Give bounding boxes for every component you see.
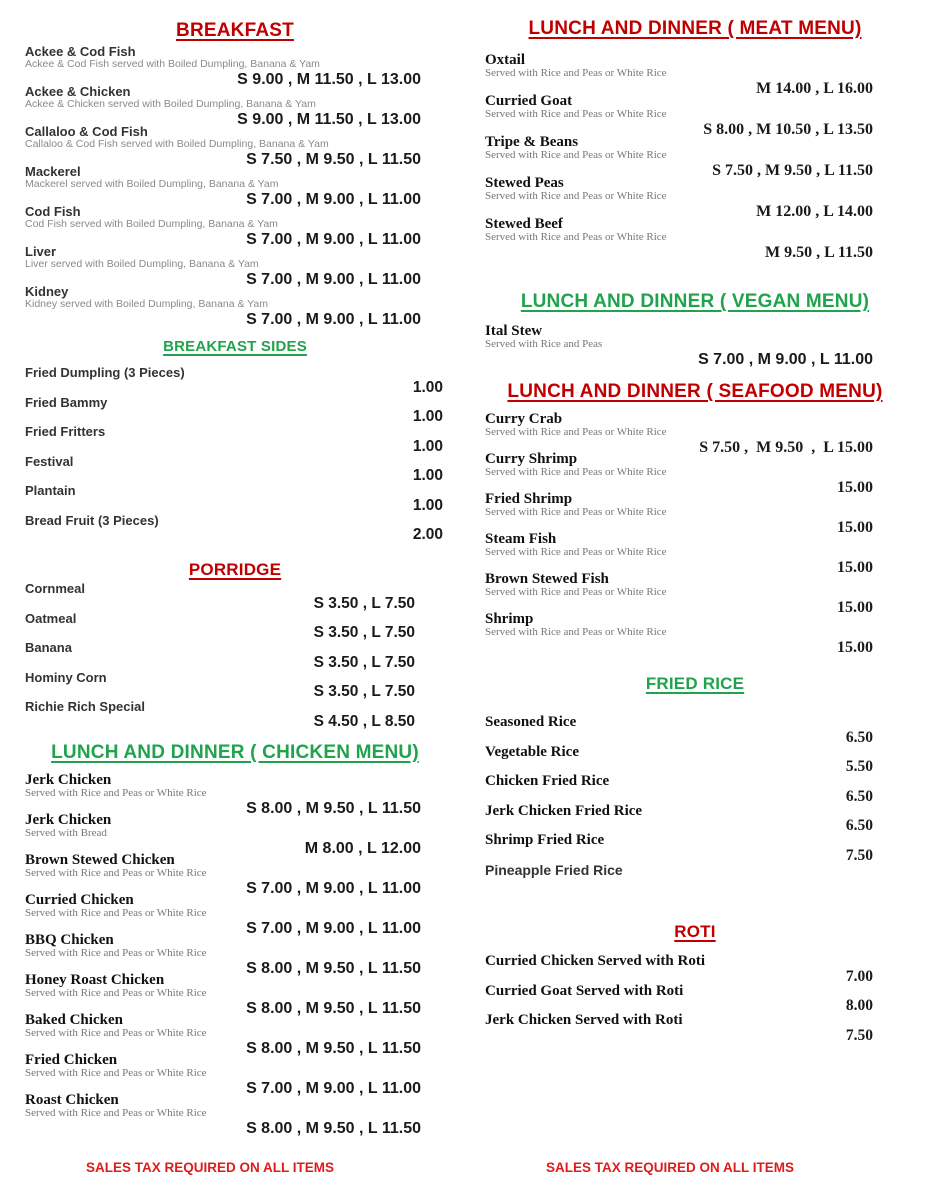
sales-tax-note-right: SALES TAX REQUIRED ON ALL ITEMS	[545, 1160, 795, 1175]
item-description: Served with Rice and Peas or White Rice	[485, 108, 667, 120]
item-price: S 3.50 , L 7.50	[313, 683, 415, 700]
section-breakfast	[25, 20, 445, 328]
menu-item	[25, 425, 445, 455]
menu-item	[25, 811, 445, 857]
item-price: M 12.00 , L 14.00	[756, 203, 873, 220]
item-name: Oatmeal	[25, 610, 77, 626]
section-heading-seafood: LUNCH AND DINNER ( SEAFOOD MENU)	[507, 381, 883, 402]
item-price: S 7.00 , M 9.00 , L 11.00	[246, 231, 421, 248]
section-roti	[485, 922, 905, 1043]
item-description: Served with Rice and Peas or White Rice	[485, 426, 667, 438]
menu-item	[25, 931, 445, 977]
item-price: 15.00	[837, 599, 873, 616]
section-heading-breakfast: BREAKFAST	[176, 20, 294, 41]
item-price: 6.50	[845, 728, 873, 746]
item-name: BBQ Chicken	[25, 931, 114, 948]
item-name: Plantain	[25, 483, 76, 498]
meat-items	[485, 52, 905, 261]
left-column	[25, 0, 445, 1137]
item-description: Kidney served with Boiled Dumpling, Banana & Yam	[25, 298, 268, 310]
menu-item	[25, 124, 445, 168]
item-name: Curried Goat Served with Roti	[485, 982, 684, 999]
item-name: Mackerel	[25, 164, 81, 179]
item-description: Served with Rice and Peas	[485, 338, 603, 350]
item-description: Served with Rice and Peas or White Rice	[485, 546, 667, 558]
right-column	[485, 0, 905, 1043]
item-price: S 8.00 , M 10.50 , L 13.50	[703, 121, 873, 138]
item-name: Chicken Fried Rice	[485, 773, 610, 789]
item-price: M 14.00 , L 16.00	[756, 80, 873, 97]
sales-tax-note-left: SALES TAX REQUIRED ON ALL ITEMS	[85, 1160, 335, 1175]
menu-item	[25, 1051, 445, 1097]
breakfast-items	[25, 44, 445, 328]
item-name: Kidney	[25, 284, 69, 299]
item-description: Served with Rice and Peas or White Rice	[485, 586, 667, 598]
section-heading-roti: ROTI	[674, 922, 716, 941]
item-description: Ackee & Cod Fish served with Boiled Dumpling, Banana & Yam	[25, 58, 320, 70]
item-name: Curried Goat	[485, 93, 573, 109]
item-name: Jerk Chicken	[25, 771, 112, 788]
item-description: Served with Rice and Peas or White Rice	[485, 67, 667, 79]
item-name: Jerk Chicken Served with Roti	[485, 1012, 683, 1028]
item-description: Served with Rice and Peas or White Rice	[485, 149, 667, 161]
item-price: S 7.00 , M 9.00 , L 11.00	[246, 1079, 421, 1097]
menu-item	[25, 641, 445, 671]
item-price: S 7.00 , M 9.00 , L 11.00	[246, 271, 421, 288]
menu-item	[25, 582, 445, 612]
item-description: Served with Rice and Peas or White Rice	[485, 231, 667, 243]
section-heading-chicken: LUNCH AND DINNER ( CHICKEN MENU)	[51, 741, 419, 763]
roti-items	[485, 954, 905, 1043]
menu-item	[485, 863, 905, 893]
item-price: S 7.00 , M 9.00 , L 11.00	[246, 311, 421, 328]
menu-item	[485, 323, 905, 368]
section-seafood	[485, 381, 905, 656]
item-price: 6.50	[845, 817, 873, 834]
item-price: 1.00	[412, 467, 443, 484]
menu-item	[485, 804, 905, 834]
item-price: S 8.00 , M 9.50 , L 11.50	[246, 959, 421, 977]
menu-item	[485, 833, 905, 863]
menu-item	[485, 411, 905, 456]
section-chicken	[25, 741, 445, 1137]
item-name: Oxtail	[485, 52, 525, 68]
item-price: 1.00	[412, 437, 443, 455]
menu-item	[485, 216, 905, 261]
menu-item	[485, 571, 905, 616]
item-description: Liver served with Boiled Dumpling, Banana & Yam	[25, 258, 259, 270]
item-price: S 3.50 , L 7.50	[313, 653, 415, 671]
chicken-items	[25, 771, 445, 1137]
menu-item	[485, 984, 905, 1014]
item-description: Served with Rice and Peas or White Rice	[485, 190, 667, 202]
item-price: 15.00	[837, 519, 873, 536]
item-price: S 3.50 , L 7.50	[313, 594, 415, 612]
menu-item	[25, 700, 445, 730]
item-description: Served with Rice and Peas or White Rice	[485, 466, 667, 478]
item-price: 1.00	[412, 496, 443, 514]
item-name: Banana	[25, 640, 72, 655]
menu-item	[25, 671, 445, 701]
item-price: S 7.00 , M 9.00 , L 11.00	[246, 879, 421, 897]
item-name: Steam Fish	[485, 531, 557, 547]
item-name: Fried Dumpling (3 Pieces)	[25, 365, 185, 380]
menu-item	[25, 612, 445, 642]
item-price: S 8.00 , M 9.50 , L 11.50	[246, 999, 421, 1017]
menu-item	[25, 366, 445, 396]
item-description: Ackee & Chicken served with Boiled Dumpling, Banana & Yam	[25, 98, 316, 110]
item-name: Ackee & Chicken	[25, 84, 131, 99]
item-price: S 4.50 , L 8.50	[313, 712, 415, 730]
item-name: Cod Fish	[25, 204, 81, 219]
item-name: Stewed Peas	[485, 175, 564, 191]
item-name: Roast Chicken	[25, 1091, 119, 1108]
item-name: Shrimp	[485, 611, 534, 627]
porridge-items	[25, 582, 445, 730]
section-breakfast_sides	[25, 338, 445, 543]
item-description: Served with Rice and Peas or White Rice	[485, 506, 667, 518]
menu-item	[25, 771, 445, 817]
menu-item	[485, 93, 905, 138]
item-name: Baked Chicken	[25, 1011, 123, 1028]
item-description: Served with Bread	[25, 826, 107, 839]
item-name: Curried Chicken	[25, 891, 134, 908]
section-heading-fried_rice: FRIED RICE	[645, 674, 745, 693]
menu-item	[25, 971, 445, 1017]
item-name: Honey Roast Chicken	[25, 971, 165, 988]
menu-item	[485, 611, 905, 656]
item-description: Served with Rice and Peas or White Rice	[25, 1106, 207, 1119]
item-price: 1.00	[412, 378, 443, 396]
item-name: Fried Bammy	[25, 394, 108, 410]
menu-item	[485, 715, 905, 745]
section-heading-meat: LUNCH AND DINNER ( MEAT MENU)	[528, 18, 862, 39]
menu-item	[25, 484, 445, 514]
item-description: Callaloo & Cod Fish served with Boiled Dumpling, Banana & Yam	[25, 138, 329, 150]
seafood-items	[485, 411, 905, 656]
item-price: S 7.50 , M 9.50 , L 11.50	[712, 162, 873, 179]
item-description: Served with Rice and Peas or White Rice	[25, 986, 207, 999]
item-price: M 8.00 , L 12.00	[304, 839, 421, 857]
item-description: Served with Rice and Peas or White Rice	[25, 1026, 207, 1039]
menu-item	[485, 134, 905, 179]
item-description: Served with Rice and Peas or White Rice	[25, 1066, 207, 1079]
section-vegan	[485, 291, 905, 368]
menu-item	[485, 954, 905, 984]
menu-item	[25, 514, 445, 544]
item-name: Vegetable Rice	[485, 743, 579, 760]
menu-item	[25, 1011, 445, 1057]
section-heading-breakfast_sides: BREAKFAST SIDES	[163, 338, 307, 355]
item-price: 5.50	[845, 758, 873, 775]
menu-item	[485, 745, 905, 775]
menu-item	[25, 284, 445, 328]
item-name: Brown Stewed Chicken	[25, 851, 175, 868]
item-description: Served with Rice and Peas or White Rice	[25, 866, 207, 879]
item-price: 7.00	[845, 967, 873, 985]
menu-item	[25, 1091, 445, 1137]
item-price: S 9.00 , M 11.50 , L 13.00	[237, 71, 421, 88]
item-name: Stewed Beef	[485, 216, 563, 232]
item-name: Liver	[25, 244, 57, 259]
item-price: 7.50	[845, 1026, 873, 1044]
item-name: Tripe & Beans	[485, 134, 579, 150]
menu-item	[25, 851, 445, 897]
item-name: Fried Chicken	[25, 1051, 118, 1068]
item-price: S 7.00 , M 9.00 , L 11.00	[246, 919, 421, 937]
item-name: Brown Stewed Fish	[485, 571, 609, 587]
item-price: S 3.50 , L 7.50	[313, 624, 415, 641]
section-meat	[485, 18, 905, 261]
item-description: Served with Rice and Peas or White Rice	[25, 786, 207, 799]
item-price: 15.00	[837, 559, 873, 576]
menu-item	[25, 164, 445, 208]
item-description: Mackerel served with Boiled Dumpling, Banana & Yam	[25, 178, 279, 190]
item-description: Cod Fish served with Boiled Dumpling, Banana & Yam	[25, 218, 278, 230]
item-name: Bread Fruit (3 Pieces)	[25, 512, 159, 528]
item-price: S 8.00 , M 9.50 , L 11.50	[246, 1119, 421, 1137]
item-price: 15.00	[837, 479, 873, 496]
item-name: Jerk Chicken Fried Rice	[485, 802, 643, 819]
menu-item	[25, 84, 445, 128]
item-name: Jerk Chicken	[25, 811, 112, 828]
item-name: Pineapple Fried Rice	[485, 861, 623, 878]
item-name: Shrimp Fried Rice	[485, 832, 605, 848]
item-price: 6.50	[845, 787, 873, 805]
item-price: S 7.50 , M 9.50 , L 11.50	[246, 151, 421, 168]
item-name: Curried Chicken Served with Roti	[485, 953, 705, 969]
menu-item	[25, 44, 445, 88]
menu-item	[485, 1013, 905, 1043]
menu-item	[485, 491, 905, 536]
item-name: Curry Shrimp	[485, 451, 578, 467]
item-price: M 9.50 , L 11.50	[764, 244, 873, 261]
item-name: Cornmeal	[25, 581, 85, 596]
menu-item	[25, 204, 445, 248]
section-heading-porridge: PORRIDGE	[188, 560, 282, 579]
fried_rice-items	[485, 715, 905, 892]
item-name: Hominy Corn	[25, 669, 107, 685]
item-price: S 7.00 , M 9.00 , L 11.00	[246, 191, 421, 208]
menu-item	[485, 531, 905, 576]
item-name: Ital Stew	[485, 323, 543, 339]
menu-item	[25, 244, 445, 288]
menu-item	[485, 52, 905, 97]
item-price: S 7.50 , M 9.50 , L 15.00	[699, 439, 873, 456]
menu-item	[25, 396, 445, 426]
item-price: 1.00	[412, 408, 443, 425]
section-fried_rice	[485, 674, 905, 892]
item-name: Callaloo & Cod Fish	[25, 124, 148, 139]
vegan-items	[485, 323, 905, 368]
item-price: S 9.00 , M 11.50 , L 13.00	[237, 111, 421, 128]
item-name: Fried Shrimp	[485, 491, 573, 507]
menu-item	[485, 175, 905, 220]
item-price: S 8.00 , M 9.50 , L 11.50	[246, 1039, 421, 1057]
item-name: Ackee & Cod Fish	[25, 44, 136, 59]
menu-item	[485, 774, 905, 804]
item-price: 15.00	[837, 639, 873, 656]
item-price: S 7.00 , M 9.00 , L 11.00	[698, 351, 873, 368]
menu-item	[485, 451, 905, 496]
section-heading-vegan: LUNCH AND DINNER ( VEGAN MENU)	[520, 291, 870, 312]
item-name: Curry Crab	[485, 411, 563, 427]
item-name: Seasoned Rice	[485, 714, 577, 730]
item-description: Served with Rice and Peas or White Rice	[25, 946, 207, 959]
item-name: Fried Fritters	[25, 424, 106, 439]
item-name: Richie Rich Special	[25, 699, 145, 714]
section-porridge	[25, 560, 445, 730]
menu-item	[25, 455, 445, 485]
item-price: 2.00	[412, 526, 443, 543]
item-price: 8.00	[845, 997, 873, 1014]
item-name: Festival	[25, 453, 74, 469]
item-price: S 8.00 , M 9.50 , L 11.50	[246, 799, 421, 817]
item-description: Served with Rice and Peas or White Rice	[25, 906, 207, 919]
menu-item	[25, 891, 445, 937]
item-price: 7.50	[845, 846, 873, 864]
item-description: Served with Rice and Peas or White Rice	[485, 626, 667, 638]
breakfast_sides-items	[25, 366, 445, 543]
